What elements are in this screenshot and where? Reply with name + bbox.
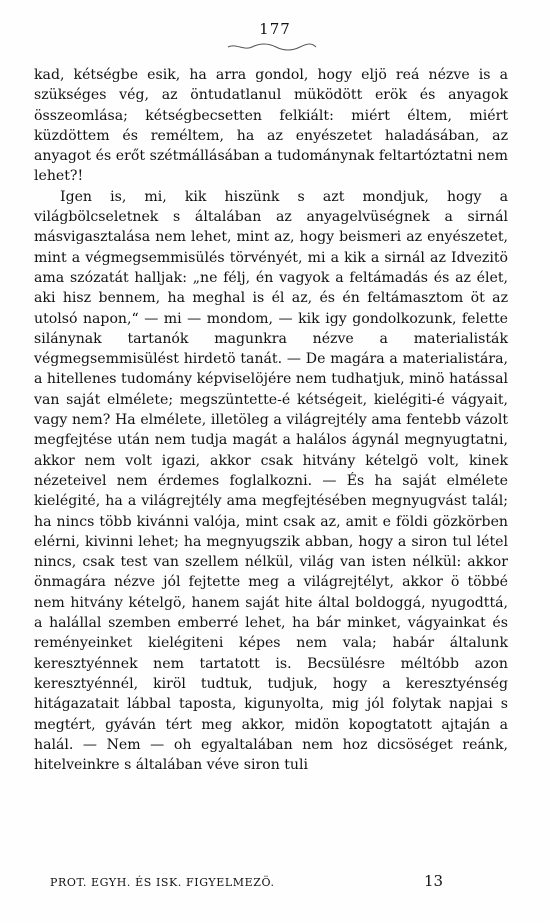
signature-number: 13 [424,872,444,890]
journal-footer: PROT. EGYH. ÉS ISK. FIGYELMEZÖ. [50,876,275,889]
page-number: 177 [259,20,291,38]
paragraph: kad, kétségbe esik, ha arra gondol, hogy eljö reá nézve is a szükséges vég, az öntudatlanul müködött erök és anyagok összeomlása; kétségbecsetten felkiált: miért éltem, miért küzdöttem és reméltem, ha az enyészetet haladásában, az anyagot és erőt szétmállásában a tudománynak feltartóztatni nem lehet?! [34,67,508,185]
paragraph: Igen is, mi, kik hiszünk s azt mondjuk, hogy a világbölcseletnek s általában az anyagelvüségnek a sirnál másvigasztalása nem lehet, mint az, hogy beismeri az enyészetet, mint a végmegsemmisülés törvényét, mi a kik a sirnál az Idvezitö ama szózatát halljak: „ne félj, én vagyok a feltámadás és az élet, aki hisz bennem, ha meghal is él az, és én feltámasztom öt az utolsó napon,“ — mi — mondom, — kik igy gondolkozunk, felette silánynak tartanók magunkra nézve a materialisták végmegsemmisülést hirdetö tanát. — De magára a materialistára, a hitellenes tudomány képviselöjére nem tudhatjuk, minö hatással van saját elmélete; megszüntette-é kétségeit, kielégiti-é vágyait, vagy nem? Ha elmélete, illetöleg a világrejtély ama fentebb vázolt megfejtése után nem tudja magát a halálos ágynál megnyugtatni, akkor nem volt igazi, akkor csak hitvány kételgö volt, kinek nézeteivel nem érdemes foglalkozni. — És ha saját elmélete kielégité, ha a világrejtély ama megfejtésében megnyugvást talál; ha nincs több kivánni valója, mint csak az, amit e földi gözkörben elérni, kivinni lehet; ha megnyugszik abban, hogy a siron tul létel nincs, csak test van szellem nélkül, világ van isten nélkül: akkor önmagára nézve jól fejtette meg a világrejtélyt, akkor ö többé nem hitvány kételgö, hanem saját hite által boldoggá, nyugodttá, a halállal szemben emberré lehet, ha bár minket, vágyainkat és reményeinket kielégiteni képes nem vala; habár általunk keresztyénnek nem tartatott is. Becsülésre méltóbb azon keresztyénnél, kiröl tudtuk, tudjuk, hogy a keresztyénség hitágazatait lábbal taposta, kigunyolta, mig jól folytak napjai s megtért, gyáván tért meg akkor, midön kopogtatott ajtaján a halál. — Nem — oh egyaltalában nem hoz dicsöséget reánk, hitelveinkre s általában véve siron tuli [34,188,508,774]
body-text [34,65,508,775]
ornament-rule [226,43,318,51]
